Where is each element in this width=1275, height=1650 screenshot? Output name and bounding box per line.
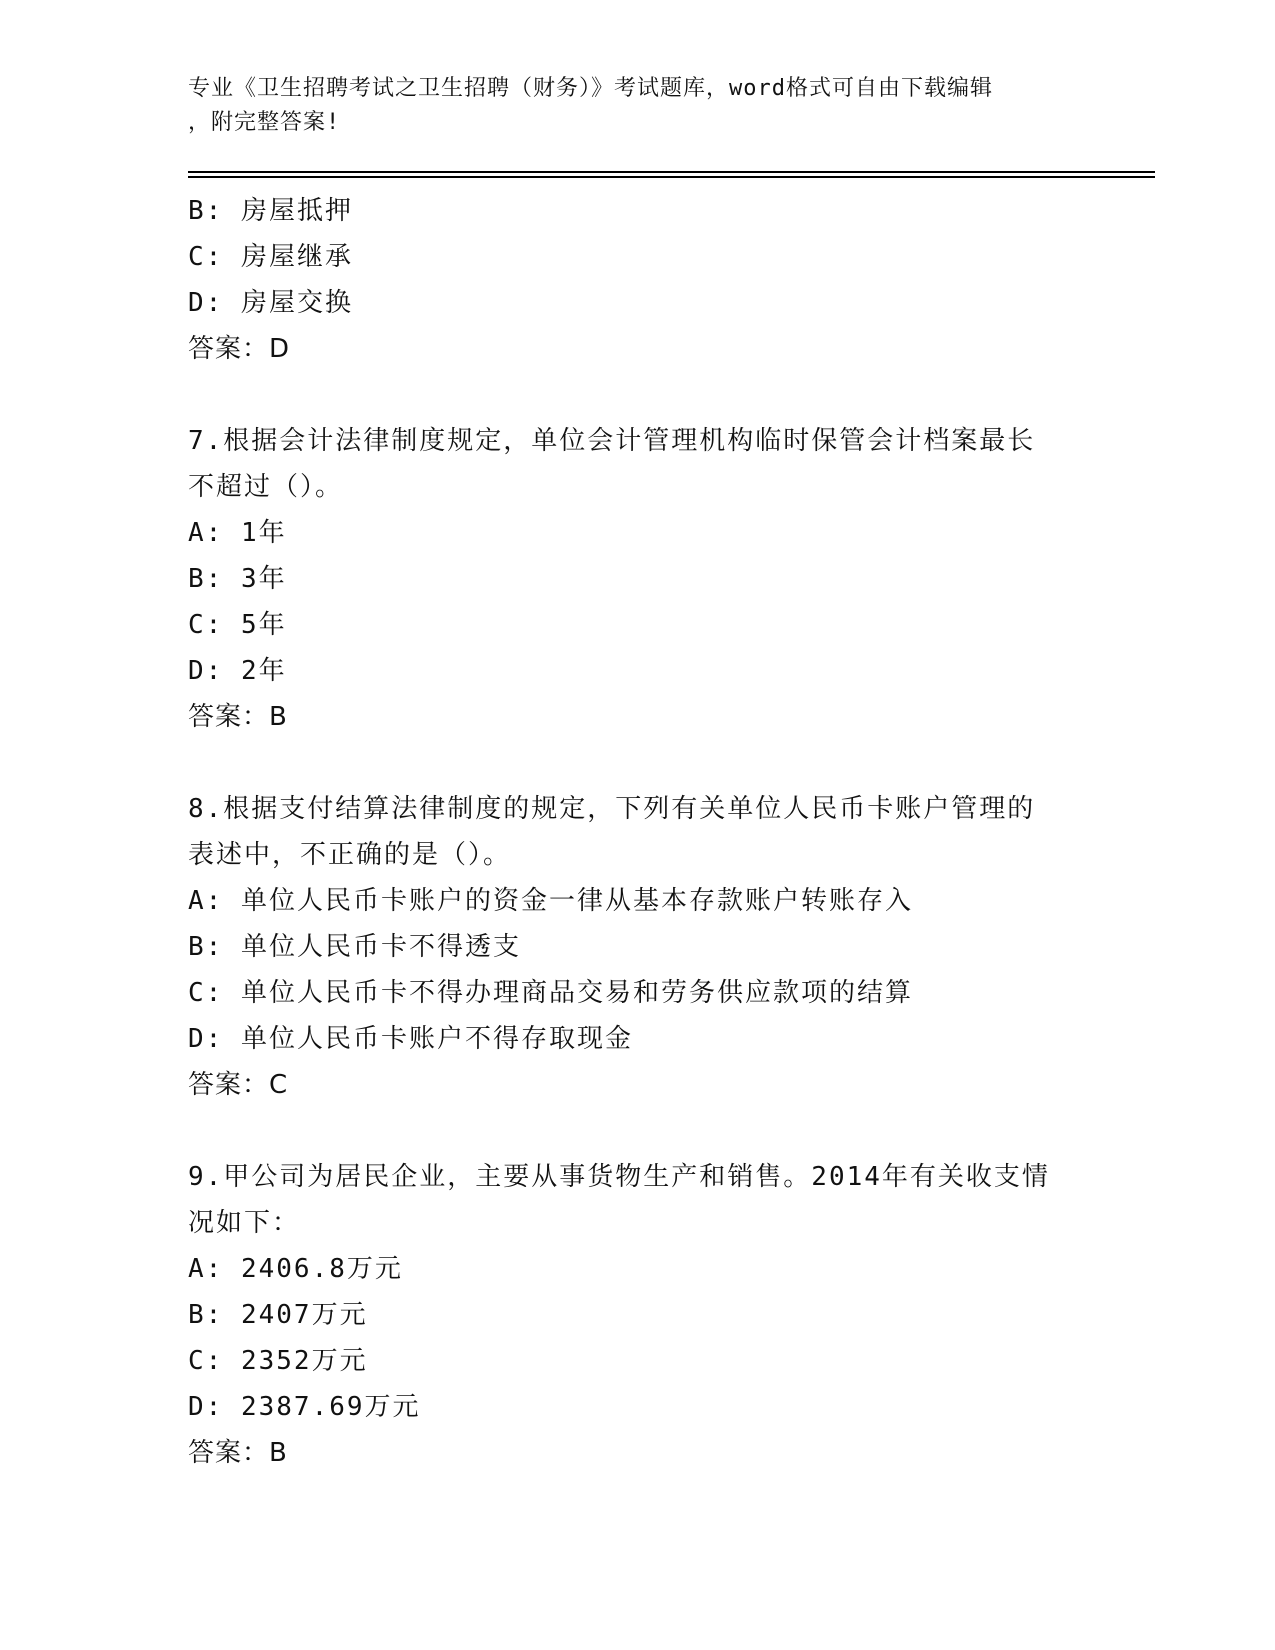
option-c: C: 5年 (188, 610, 287, 640)
option-d: D: 2年 (188, 656, 287, 686)
option-c: C: 房屋继承 (188, 242, 353, 272)
option-c: C: 2352万元 (188, 1346, 368, 1376)
question-text-line-1: 8.根据支付结算法律制度的规定，下列有关单位人民币卡账户管理的 (188, 794, 1036, 824)
question-text-line-2: 不超过（）。 (188, 472, 344, 502)
header-line-1: 专业《卫生招聘考试之卫生招聘（财务）》考试题库，word格式可自由下载编辑 (188, 76, 993, 101)
answer-line: 答案：D (188, 334, 291, 364)
previous-question (188, 188, 1108, 372)
question-8 (188, 786, 1108, 1108)
header-rule-bottom (188, 176, 1155, 178)
question-text-line-2: 况如下： (188, 1208, 301, 1238)
answer-line: 答案：B (188, 1438, 288, 1468)
option-d: D: 2387.69万元 (188, 1392, 421, 1422)
header-line-2: ，附完整答案! (188, 110, 341, 135)
question-text-line-1: 9.甲公司为居民企业，主要从事货物生产和销售。2014年有关收支情 (188, 1162, 1050, 1192)
document-header (188, 72, 1088, 140)
option-a: A: 1年 (188, 518, 287, 548)
option-a: A: 2406.8万元 (188, 1254, 403, 1284)
option-a: A: 单位人民币卡账户的资金一律从基本存款账户转账存入 (188, 886, 913, 916)
spacer (188, 1108, 1108, 1154)
option-b: B: 2407万元 (188, 1300, 368, 1330)
option-b: B: 房屋抵押 (188, 196, 353, 226)
option-d: D: 单位人民币卡账户不得存取现金 (188, 1024, 633, 1054)
question-7 (188, 418, 1108, 740)
answer-line: 答案：B (188, 702, 288, 732)
option-d: D: 房屋交换 (188, 288, 353, 318)
question-9 (188, 1154, 1108, 1476)
spacer (188, 372, 1108, 418)
question-text-line-2: 表述中，不正确的是（）。 (188, 840, 512, 870)
answer-line: 答案：C (188, 1070, 289, 1100)
option-c: C: 单位人民币卡不得办理商品交易和劳务供应款项的结算 (188, 978, 913, 1008)
option-b: B: 单位人民币卡不得透支 (188, 932, 521, 962)
document-body (188, 188, 1108, 1476)
option-b: B: 3年 (188, 564, 287, 594)
question-text-line-1: 7.根据会计法律制度规定，单位会计管理机构临时保管会计档案最长 (188, 426, 1036, 456)
header-rule-top (188, 171, 1155, 173)
spacer (188, 740, 1108, 786)
